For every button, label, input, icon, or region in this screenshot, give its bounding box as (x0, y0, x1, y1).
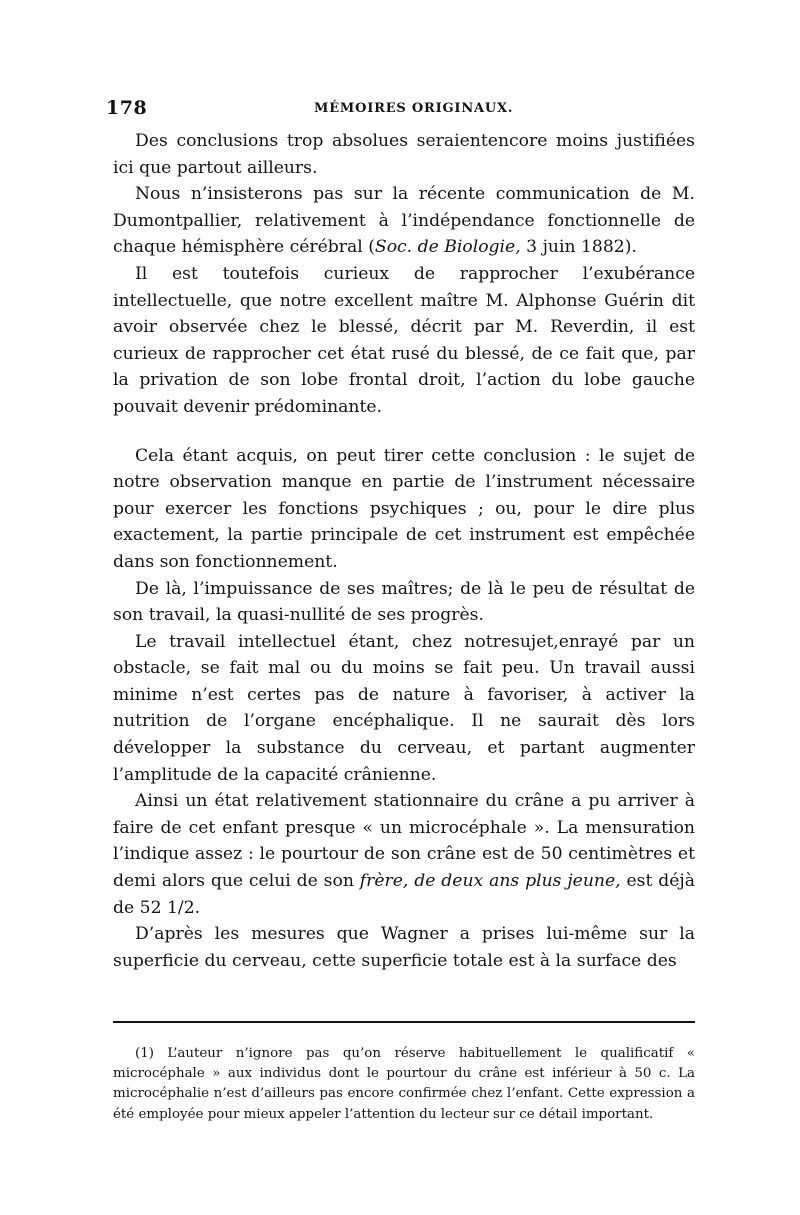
page-number: 178 (106, 97, 148, 119)
paragraph-travail: Le travail intellectuel étant, chez notresujet,enrayé par un obstacle, se fait mal ou du moins se fait peu. Un travail aussi minime n’est certes pas de nature à favoriser, à activer la nutrition de l’organe encéphalique. Il ne saurait dès lors développer la substance du cerveau, et partant augmenter l’amplitude de la capacité crânienne. (113, 631, 695, 785)
paragraph-text: est déjà de 52 1/2. (113, 871, 695, 918)
paragraph-text: Ainsi un état relativement stationnaire du crâne a pu arriver à faire de cet enfant presque « un microcéphale ». La mensuration l’indique assez : le pourtour de son crâne est de 50 centimètres et demi alors que celui de son (113, 791, 695, 892)
footnote-1: (1) L’auteur n’ignore pas qu’on réserve habituellement le qualificatif « microcéphale » aux individus dont le pourtour du crâne est inférieur à 50 c. La microcéphalie n’est d’ailleurs pas encore confirmée chez l’enfant. Cette expression a été employée pour mieux appeler l’attention du lecteur sur ce détail important. (113, 1046, 695, 1122)
citation-italic: Soc. de Biologie, (374, 237, 521, 258)
paragraph-dumontpallier (113, 181, 695, 261)
paragraph-conclusion-instrument: Cela étant acquis, on peut tirer cette conclusion : le sujet de notre observation manque en partie de l’instrument nécessaire pour exercer les fonctions psychiques ; ou, pour le dire plus exactement, la partie principale de cet instrument est empêchée dans son fonctionnement. (113, 445, 695, 572)
footnotes (113, 1044, 695, 1125)
paragraph-impuissance: De là, l’impuissance de ses maîtres; de là le peu de résultat de son travail, la quasi-nullité de ses progrès. (113, 578, 695, 626)
paragraph-microcephale (113, 788, 695, 921)
paragraph-exuberance: Il est toutefois curieux de rapprocher l’exubérance intellectuelle, que notre excellent maître M. Alphonse Guérin dit avoir observée chez le blessé, décrit par M. Reverdin, il est curieux de rapprocher cet état rusé du blessé, de ce fait que, par la privation de son lobe frontal droit, l’action du lobe gauche pouvait devenir prédominante. (113, 263, 695, 417)
paragraph-wagner: D’après les mesures que Wagner a prises lui-même sur la superficie du cerveau, cette superficie totale est à la surface des (113, 924, 695, 971)
paragraph-text: 3 juin 1882). (520, 237, 637, 258)
page-header (106, 97, 696, 123)
footnote-divider (113, 1021, 695, 1023)
italic-phrase: frère, de deux ans plus jeune, (359, 871, 621, 892)
paragraph-text: Nous n’insisterons pas sur la récente communication de M. Dumontpallier, relativement à l’indépendance fonctionnelle de chaque hémisphère cérébral ( (113, 184, 695, 258)
main-text (113, 128, 695, 974)
paragraph-conclusions: Des conclusions trop absolues seraientencore moins justifiées ici que partout ailleurs. (113, 131, 695, 178)
running-title: MÉMOIRES ORIGINAUX. (314, 101, 514, 116)
